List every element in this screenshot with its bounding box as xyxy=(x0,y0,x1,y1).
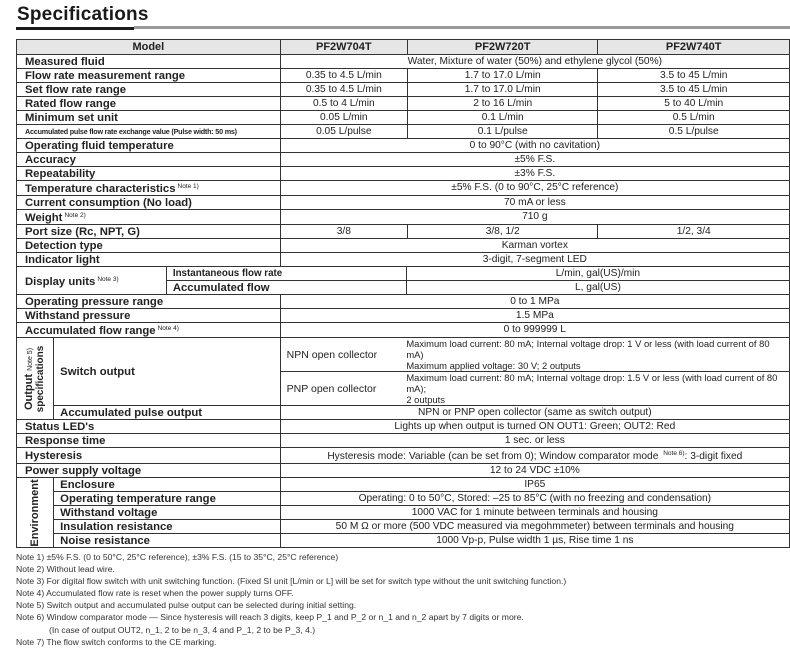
row-value: Water, Mixture of water (50%) and ethylene glycol (50%) xyxy=(280,55,789,69)
row-label: Operating pressure range xyxy=(17,295,281,309)
table-row xyxy=(17,309,790,323)
row-label: Rated flow range xyxy=(17,97,281,111)
note-ref: Note 5) xyxy=(27,347,35,371)
footnote: Note 5) Switch output and accumulated pulse output can be selected during initial setting. xyxy=(16,600,357,611)
table-row xyxy=(17,167,790,181)
label-text: Display units xyxy=(25,275,96,288)
table-row xyxy=(17,267,790,281)
table-row xyxy=(17,448,790,464)
table-row xyxy=(17,406,790,420)
npn-description xyxy=(406,338,789,372)
desc-line: Maximum applied voltage: 30 V; 2 outputs xyxy=(406,360,581,371)
table-row xyxy=(17,69,790,83)
specifications-table xyxy=(16,39,790,548)
row-value: 3.5 to 45 L/min xyxy=(598,83,790,97)
header-model: Model xyxy=(17,40,281,55)
row-value: NPN or PNP open collector (same as switch output) xyxy=(280,406,789,420)
pnp-description xyxy=(406,372,789,406)
table-row xyxy=(17,253,790,267)
row-value: 0.5 L/min xyxy=(598,111,790,125)
row-label: Accuracy xyxy=(17,153,281,167)
table-header-row xyxy=(17,40,790,55)
row-label xyxy=(17,210,281,225)
header-model-1: PF2W704T xyxy=(280,40,407,55)
row-label: Response time xyxy=(17,434,281,448)
row-value: 1000 Vp-p, Pulse width 1 µs, Rise time 1 ns xyxy=(280,534,789,548)
row-value: 1000 VAC for 1 minute between terminals and housing xyxy=(280,506,789,520)
desc-line: 2 outputs xyxy=(406,394,445,405)
output-group-text xyxy=(24,345,46,412)
row-label xyxy=(17,181,281,196)
row-value: 2 to 16 L/min xyxy=(407,97,597,111)
row-value: 0 to 1 MPa xyxy=(280,295,789,309)
row-label: Status LED's xyxy=(17,420,281,434)
row-label: Accumulated pulse output xyxy=(54,406,280,420)
note-ref: Note 4) xyxy=(157,325,179,332)
row-label xyxy=(17,267,167,295)
note-ref: Note 3) xyxy=(97,275,119,283)
row-value: 0.05 L/pulse xyxy=(280,125,407,139)
table-row xyxy=(17,83,790,97)
row-value: 0 to 999999 L xyxy=(280,323,789,338)
row-value: 0.5 to 4 L/min xyxy=(280,97,407,111)
row-value: 0.35 to 4.5 L/min xyxy=(280,69,407,83)
row-value: L/min, gal(US)/min xyxy=(406,267,789,281)
row-value: 12 to 24 VDC ±10% xyxy=(280,464,789,478)
row-value: 3-digit, 7-segment LED xyxy=(280,253,789,267)
row-label: Switch output xyxy=(54,338,280,406)
footnotes xyxy=(16,551,786,648)
row-label: Port size (Rc, NPT, G) xyxy=(17,225,281,239)
value-text: : 3-digit fixed xyxy=(684,451,743,462)
row-label: Insulation resistance xyxy=(54,520,280,534)
row-value: 1.7 to 17.0 L/min xyxy=(407,83,597,97)
note-ref: Note 1) xyxy=(177,183,199,190)
table-row xyxy=(17,506,790,520)
note-ref: Note 6) xyxy=(663,450,685,457)
row-label: Enclosure xyxy=(54,478,280,492)
row-value: 0.5 L/pulse xyxy=(598,125,790,139)
table-row xyxy=(17,181,790,196)
row-value: L, gal(US) xyxy=(406,281,789,295)
npn-type: NPN open collector xyxy=(280,338,406,372)
footnote: Note 2) Without lead wire. xyxy=(16,564,115,575)
page-title: Specifications xyxy=(17,4,149,25)
row-value: ±5% F.S. (0 to 90°C, 25°C reference) xyxy=(280,181,789,196)
footnote: Note 7) The flow switch conforms to the CE marking. xyxy=(16,636,217,647)
row-value: 50 M Ω or more (500 VDC measured via megohmmeter) between terminals and housing xyxy=(280,520,789,534)
table-row xyxy=(17,520,790,534)
label-text: Accumulated flow range xyxy=(25,325,156,337)
row-value: 3.5 to 45 L/min xyxy=(598,69,790,83)
table-row xyxy=(17,464,790,478)
row-value: IP65 xyxy=(280,478,789,492)
row-label xyxy=(17,323,281,338)
row-label: Current consumption (No load) xyxy=(17,196,281,210)
row-value: ±3% F.S. xyxy=(280,167,789,181)
row-value: 1/2, 3/4 xyxy=(598,225,790,239)
table-row xyxy=(17,225,790,239)
header-model-2: PF2W720T xyxy=(407,40,597,55)
row-value: 0 to 90°C (with no cavitation) xyxy=(280,139,789,153)
row-value: 70 mA or less xyxy=(280,196,789,210)
row-label: Noise resistance xyxy=(54,534,280,548)
row-label: Withstand pressure xyxy=(17,309,281,323)
row-value: 1.7 to 17.0 L/min xyxy=(407,69,597,83)
row-label: Repeatability xyxy=(17,167,281,181)
row-label: Withstand voltage xyxy=(54,506,280,520)
row-value: 0.1 L/pulse xyxy=(407,125,597,139)
footnote-continuation: (In case of output OUT2, n_1, 2 to be n_3, 4 and P_1, 2 to be P_3, 4.) xyxy=(49,624,316,635)
row-value: Lights up when output is turned ON OUT1: Green; OUT2: Red xyxy=(280,420,789,434)
row-value: Operating: 0 to 50°C, Stored: –25 to 85°C (with no freezing and condensation) xyxy=(280,492,789,506)
row-label: Operating temperature range xyxy=(54,492,280,506)
table-row xyxy=(17,139,790,153)
table-row xyxy=(17,196,790,210)
row-value: 0.1 L/min xyxy=(407,111,597,125)
table-row xyxy=(17,153,790,167)
table-row xyxy=(17,97,790,111)
table-row xyxy=(17,111,790,125)
row-label: Set flow rate range xyxy=(17,83,281,97)
row-label: Minimum set unit xyxy=(17,111,281,125)
table-row xyxy=(17,210,790,225)
environment-group-label xyxy=(17,478,54,548)
value-text: Hysteresis mode: Variable (can be set from 0); Window comparator mode xyxy=(327,451,659,462)
sub-label: Accumulated flow xyxy=(166,281,406,295)
table-row xyxy=(17,125,790,139)
row-label: Detection type xyxy=(17,239,281,253)
table-row xyxy=(17,295,790,309)
row-label: Hysteresis xyxy=(17,448,281,464)
row-value: 1 sec. or less xyxy=(280,434,789,448)
table-row xyxy=(17,55,790,69)
footnote: Note 4) Accumulated flow rate is reset when the power supply turns OFF. xyxy=(16,588,294,599)
table-row xyxy=(17,492,790,506)
label-text: Temperature characteristics xyxy=(25,183,176,195)
sub-label: Instantaneous flow rate xyxy=(166,267,406,281)
row-value xyxy=(280,448,789,464)
row-value: 0.05 L/min xyxy=(280,111,407,125)
row-value: 3/8 xyxy=(280,225,407,239)
group-subtitle: specifications xyxy=(35,345,47,412)
table-row xyxy=(17,239,790,253)
header-model-3: PF2W740T xyxy=(598,40,790,55)
table-row xyxy=(17,338,790,372)
label-text: Weight xyxy=(25,212,63,224)
pnp-type: PNP open collector xyxy=(280,372,406,406)
row-label: Power supply voltage xyxy=(17,464,281,478)
row-value: Karman vortex xyxy=(280,239,789,253)
footnote: Note 1) ±5% F.S. (0 to 50°C, 25°C reference), ±3% F.S. (15 to 35°C, 25°C reference) xyxy=(16,552,339,562)
table-row xyxy=(17,420,790,434)
row-label: Measured fluid xyxy=(17,55,281,69)
row-value: 0.35 to 4.5 L/min xyxy=(280,83,407,97)
row-value: 1.5 MPa xyxy=(280,309,789,323)
title-underline xyxy=(16,27,134,30)
footnote: Note 6) Window comparator mode — Since hysteresis will reach 3 digits, keep P_1 and P_2 or n_1 and n_2 apart by 7 digits or more. xyxy=(16,612,524,623)
title-rule xyxy=(134,26,790,29)
desc-line: Maximum load current: 80 mA; Internal voltage drop: 1.5 V or less (with load current of 80 mA); xyxy=(406,372,778,394)
row-label: Indicator light xyxy=(17,253,281,267)
footnote: Note 3) For digital flow switch with unit switching function. (Fixed SI unit [L/min or L] will be set for switch type without the unit switching function.) xyxy=(16,576,567,587)
output-group-label xyxy=(17,338,54,420)
note-ref: Note 2) xyxy=(64,212,86,219)
row-label: Operating fluid temperature xyxy=(17,139,281,153)
row-value: 3/8, 1/2 xyxy=(407,225,597,239)
row-label: Flow rate measurement range xyxy=(17,69,281,83)
table-row xyxy=(17,434,790,448)
table-row xyxy=(17,478,790,492)
row-label: Accumulated pulse flow rate exchange value (Pulse width: 50 ms) xyxy=(17,125,281,139)
table-row xyxy=(17,323,790,338)
group-title: Environment xyxy=(29,478,42,547)
table-row xyxy=(17,534,790,548)
group-title: Output xyxy=(23,373,36,410)
row-value: 5 to 40 L/min xyxy=(598,97,790,111)
row-value: 710 g xyxy=(280,210,789,225)
row-value: ±5% F.S. xyxy=(280,153,789,167)
desc-line: Maximum load current: 80 mA; Internal voltage drop: 1 V or less (with load current of 80 mA) xyxy=(406,338,770,360)
